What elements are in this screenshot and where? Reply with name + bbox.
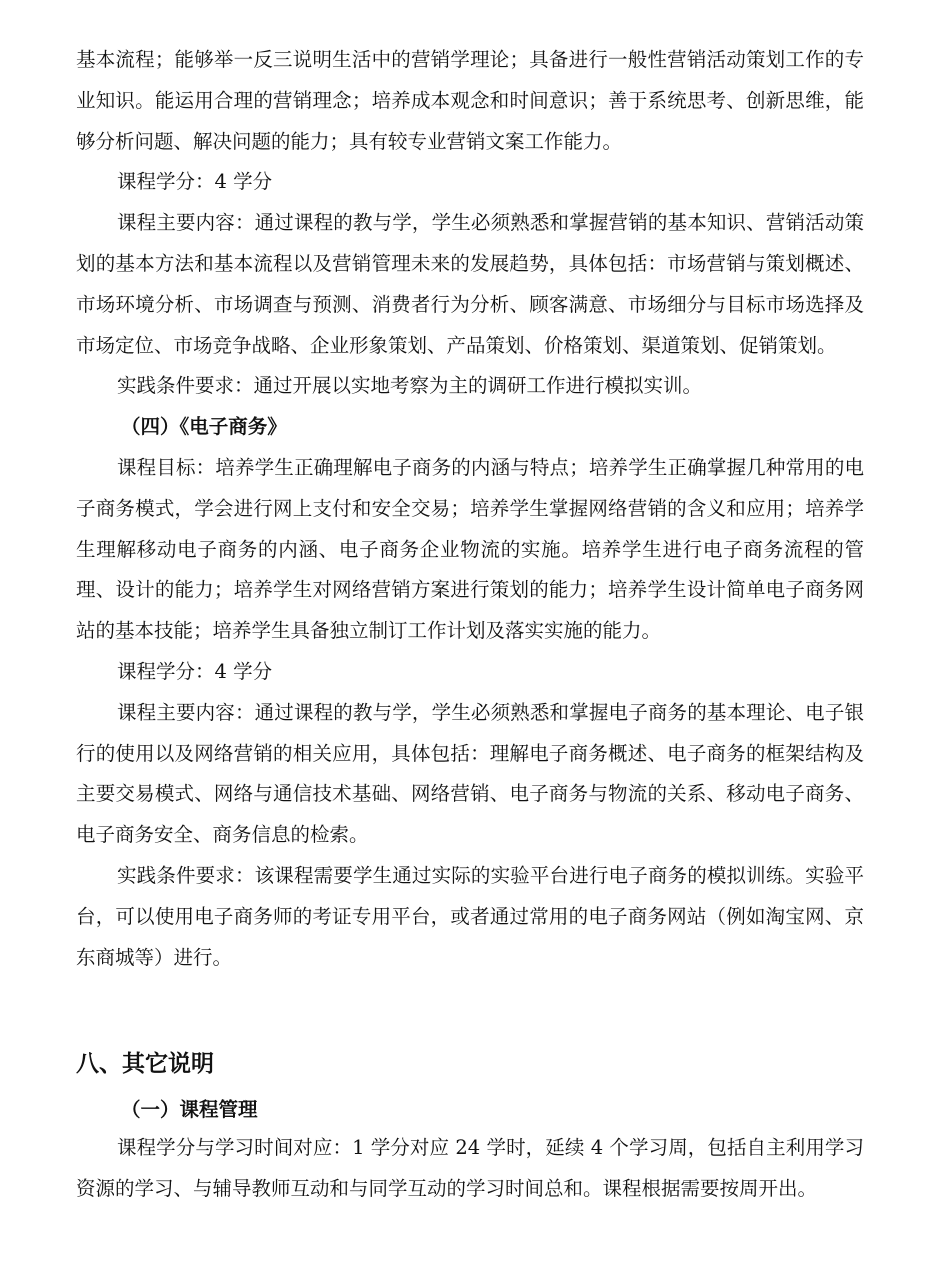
course-management-text: 课程学分与学习时间对应：1 学分对应 24 学时，延续 4 个学习周，包括自主利用学习资源的学习、与辅导教师互动和与同学互动的学习时间总和。课程根据需要按周开出。 <box>76 1136 864 1201</box>
ecommerce-credits: 课程学分：4 学分 <box>117 659 273 683</box>
marketing-content: 课程主要内容：通过课程的教与学，学生必须熟悉和掌握营销的基本知识、营销活动策划的基本方法和基本流程以及营销管理未来的发展趋势，具体包括：市场营销与策划概述、市场环境分析、市场调查与预测、消费者行为分析、顾客满意、市场细分与目标市场选择及市场定位、市场竞争战略、企业形象策划、产品策划、价格策划、渠道策划、促销策划。 <box>76 211 864 357</box>
marketing-credits: 课程学分：4 学分 <box>117 170 273 194</box>
marketing-objective-continued: 基本流程；能够举一反三说明生活中的营销学理论；具备进行一般性营销活动策划工作的专业知识。能运用合理的营销理念；培养成本观念和时间意识；善于系统思考、创新思维，能够分析问题、解决问题的能力；具有较专业营销文案工作能力。 <box>76 48 864 153</box>
section-8-heading: 八、其它说明 <box>76 1051 214 1078</box>
ecommerce-content: 课程主要内容：通过课程的教与学，学生必须熟悉和掌握电子商务的基本理论、电子银行的使用以及网络营销的相关应用，具体包括：理解电子商务概述、电子商务的框架结构及主要交易模式、网络与通信技术基础、网络营销、电子商务与物流的关系、移动电子商务、电子商务安全、商务信息的检索。 <box>76 700 864 847</box>
ecommerce-practice: 实践条件要求：该课程需要学生通过实际的实验平台进行电子商务的模拟训练。实验平台，可以使用电子商务师的考证专用平台，或者通过常用的电子商务网站（例如淘宝网、京东商城等）进行。 <box>76 863 864 969</box>
course-management-heading: （一）课程管理 <box>121 1098 258 1122</box>
ecommerce-objective: 课程目标：培养学生正确理解电子商务的内涵与特点；培养学生正确掌握几种常用的电子商务模式，学会进行网上支付和安全交易；培养学生掌握网络营销的含义和应用；培养学生理解移动电子商务的内涵、电子商务企业物流的实施。培养学生进行电子商务流程的管理、设计的能力；培养学生对网络营销方案进行策划的能力；培养学生设计简单电子商务网站的基本技能；培养学生具备独立制订工作计划及落实实施的能力。 <box>76 455 864 643</box>
marketing-practice: 实践条件要求：通过开展以实地考察为主的调研工作进行模拟实训。 <box>117 374 703 398</box>
ecommerce-heading: （四）《电子商务》 <box>121 415 287 439</box>
